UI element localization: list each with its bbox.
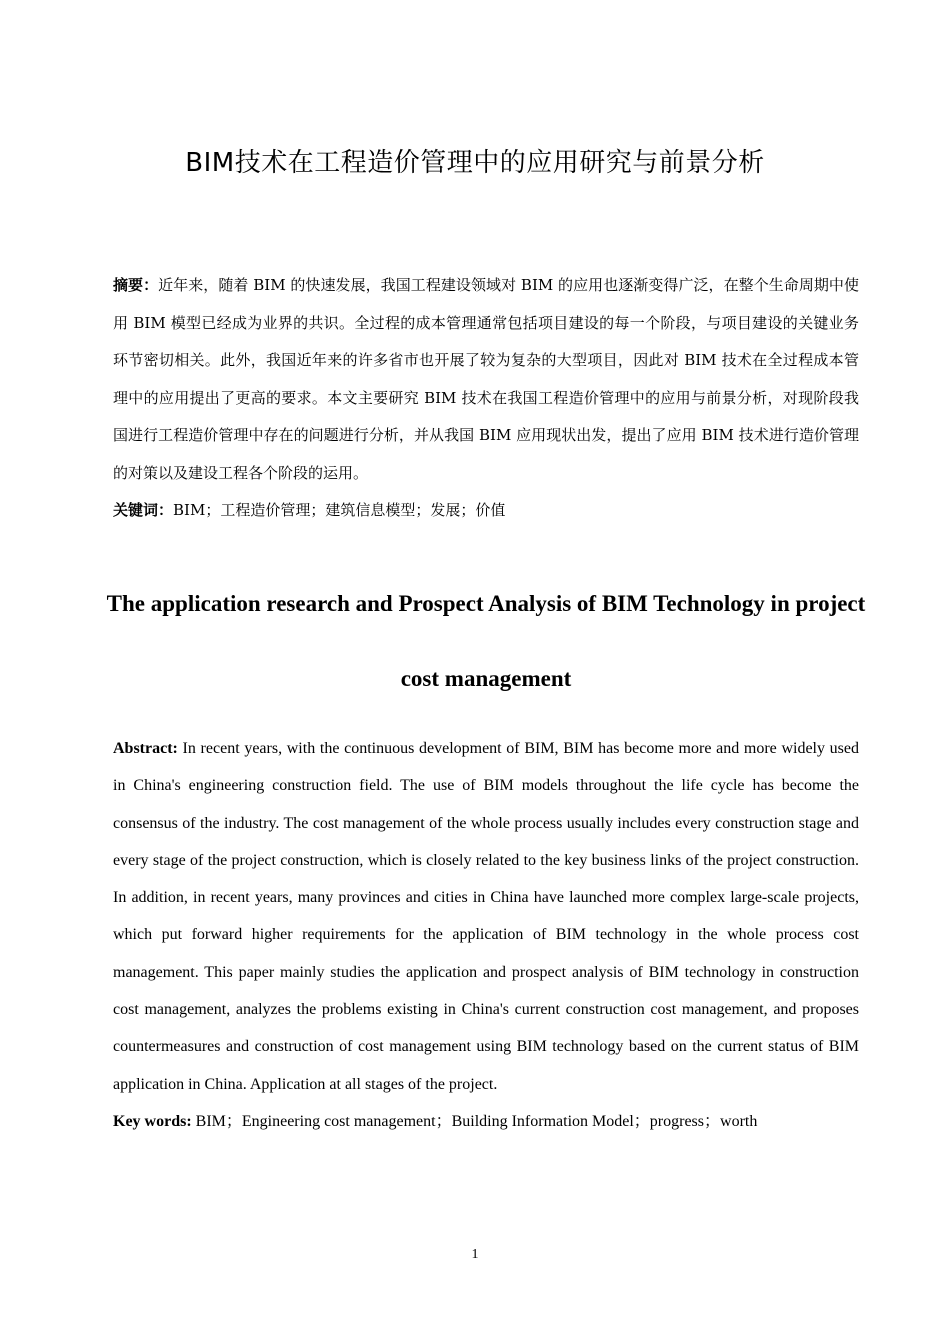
page-number: 1 bbox=[471, 1247, 479, 1262]
english-abstract-label: Abstract: bbox=[113, 740, 178, 757]
chinese-keywords-paragraph bbox=[113, 492, 859, 530]
english-keywords-label: Key words: bbox=[113, 1112, 192, 1130]
chinese-abstract-label: 摘要： bbox=[113, 276, 159, 294]
english-keywords-text: BIM；Engineering cost management；Building Information Model；progress；worth bbox=[191, 1112, 758, 1130]
english-abstract-text: In recent years, with the continuous development of BIM, BIM has become more and more widely used in China's engineering construction field. The use of BIM models throughout the life cycle has become the consensus of the industry. The cost management of the whole process usually includes every construction stage and every stage of the project construction, which is closely related to the key business links of the project construction. In addition, in recent years, many provinces and cities in China have launched more complex large-scale projects, which put forward higher requirements for the application of BIM technology in the whole process cost management. This paper mainly studies the application and prospect analysis of BIM technology in construction cost management, analyzes the problems existing in China's current construction cost management, and proposes countermeasures and construction of cost management using BIM technology based on the current status of BIM application in China. Application at all stages of the project. bbox=[113, 740, 859, 1093]
english-title: The application research and Prospect Analysis of BIM Technology in project cost management bbox=[106, 591, 866, 691]
chinese-keywords-label: 关键词： bbox=[113, 501, 174, 519]
chinese-keywords-text: BIM；工程造价管理；建筑信息模型；发展；价值 bbox=[173, 501, 506, 519]
chinese-title: BIM技术在工程造价管理中的应用研究与前景分析 bbox=[185, 148, 765, 178]
english-abstract-section bbox=[113, 730, 859, 1140]
english-abstract-paragraph bbox=[113, 730, 859, 1103]
english-keywords-paragraph bbox=[113, 1103, 859, 1140]
chinese-abstract-text: 近年来，随着 BIM 的快速发展，我国工程建设领域对 BIM 的应用也逐渐变得广泛，在整个生命周期中使用 BIM 模型已经成为业界的共识。全过程的成本管理通常包括项目建设的每一个阶段，与项目建设的关键业务环节密切相关。此外，我国近年来的许多省市也开展了较为复杂的大型项目，因此对 BIM 技术在全过程成本管理中的应用提出了更高的要求。本文主要研究 BIM 技术在我国工程造价管理中的应用与前景分析，对现阶段我国进行工程造价管理中存在的问题进行分析，并从我国 BIM 应用现状出发，提出了应用 BIM 技术进行造价管理的对策以及建设工程各个阶段的运用。 bbox=[113, 276, 859, 482]
chinese-abstract-section bbox=[113, 267, 859, 530]
chinese-abstract-paragraph bbox=[113, 267, 859, 492]
